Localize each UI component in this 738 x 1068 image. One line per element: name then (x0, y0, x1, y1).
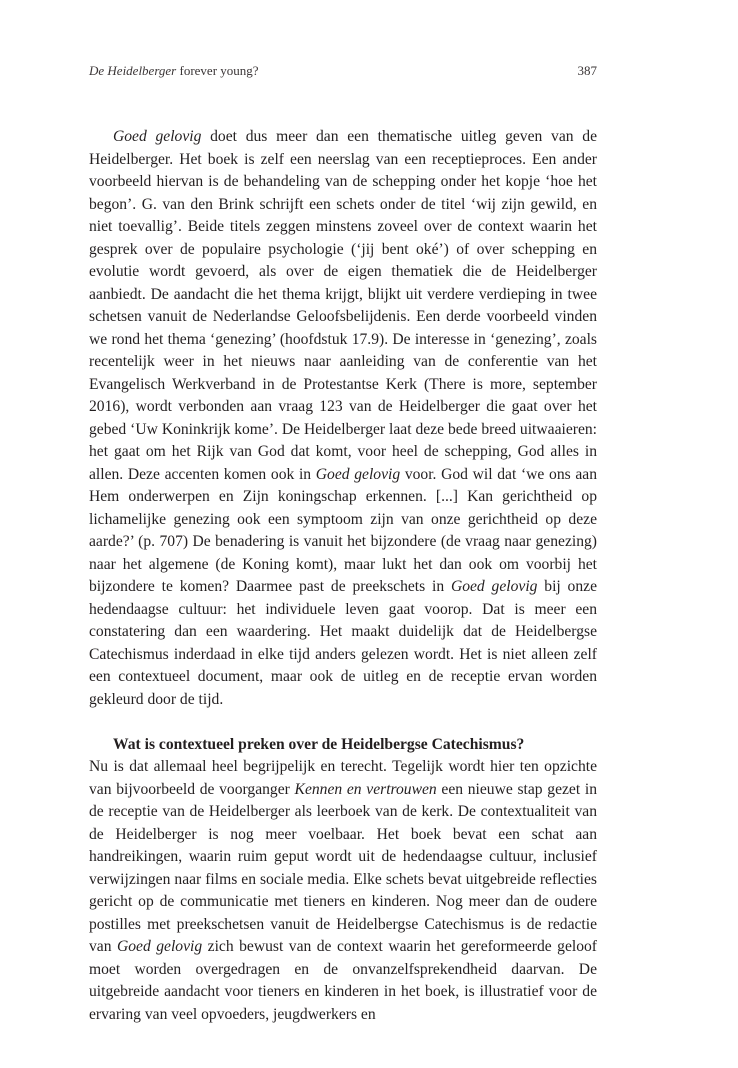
book-title-italic: Goed gelovig (113, 128, 202, 145)
paragraph-text: doet dus meer dan een thematische uitleg geven van de Heidelberger. Het boek is zelf een neerslag van een receptieproces. Een ander voorbeeld hiervan is de behandeling van de schepping onder het kopje ‘hoe het begon’. G. van den Brink schrijft een schets onder de titel ‘wij zijn gewild, en niet toevallig’. Beide titels zeggen minstens zoveel over de context waarin het gesprek over de populaire psychologie (‘jij bent oké’) of over schepping en evolutie wordt gevoerd, als over de eigen thematiek die de Heidelberger aanbiedt. De aandacht die het thema krijgt, blijkt uit verdere verdieping in twee schetsen vanuit de Nederlandse Geloofsbelijdenis. Een derde voorbeeld vinden we rond het thema ‘genezing’ (hoofdstuk 17.9). De interesse in ‘genezing’, zoals recentelijk weer in het nieuws naar aanleiding van de conferentie van het Evangelisch Werkverband in de Protestantse Kerk (There is more, september 2016), wordt verbonden aan vraag 123 van de Heidelberger die gaat over het gebed ‘Uw Koninkrijk kome’. De Heidelberger laat deze bede breed uitwaaieren: het gaat om het Rijk van God dat komt, voor heel de schepping, God alles in allen. Deze accenten komen ook in (89, 128, 597, 483)
book-title-italic: Goed gelovig (117, 938, 203, 955)
book-title-italic: Goed gelovig (450, 578, 538, 595)
book-title-italic: Kennen en vertrouwen (294, 780, 437, 798)
paragraph-text: zich bewust van de context waarin het gereformeerde geloof moet worden overgedragen en de onvanzelfsprekendheid daarvan. De uitgebreide aandacht voor tieners en kinderen in het boek, is illustratief voor de ervaring van veel opvoeders, jeugdwerkers en (89, 938, 598, 1023)
book-title-italic: Goed gelovig (315, 465, 401, 483)
paragraph-text: Nu is dat allemaal heel begrijpelijk en terecht. Tegelijk wordt hier ten opzichte van bijvoorbeeld de voorganger (89, 758, 597, 798)
section-heading: Wat is contextueel preken over de Heidelbergse Catechismus? (113, 735, 525, 753)
paragraph-text: bij onze hedendaagse cultuur: het individuele leven gaat voorop. Dat is meer een constatering dan een waardering. Het maakt duidelijk dat de Heidelbergse Catechismus inderdaad in elke tijd anders gelezen wordt. Het is niet alleen zelf een contextueel document, maar ook de uitleg en de receptie ervan worden gekleurd door de tijd. (89, 578, 597, 708)
running-title-italic: De Heidelberger (89, 63, 177, 78)
running-title (89, 62, 259, 80)
paragraph-text: een nieuwe stap gezet in de receptie van de Heidelberger als leerboek van de kerk. De contextualiteit van de Heidelberger is nog meer voelbaar. Het boek bevat een schat aan handreikingen, waarin ruim geput wordt uit de hedendaagse cultuur, inclusief verwijzingen naar films en sociale media. Elke schets bevat uitgebreide reflecties gericht op de communicatie met tieners en kinderen. Nog meer dan de oudere postilles met preekschetsen vanuit de Heidelbergse Catechismus is de redactie van (89, 780, 597, 955)
body-text (89, 126, 597, 1026)
paragraph-2 (89, 756, 597, 1026)
running-title-rest: forever young? (176, 63, 259, 78)
paragraph-1 (89, 126, 597, 711)
paragraph-text: voor. God wil dat ‘we ons aan Hem onderwerpen en Zijn koningschap erkennen. [...] Kan gerichtheid op lichamelijke genezing ook een symptoom zijn van onze gerichtheid op deze aarde?’ (p. 707) De benadering is vanuit het bijzondere (de vraag naar genezing) naar het algemene (de Koning komt), maar lukt het dan ook om voorbij het bijzondere te komen? Daarmee past de preekschets in (89, 465, 597, 595)
page-number: 387 (577, 63, 597, 78)
